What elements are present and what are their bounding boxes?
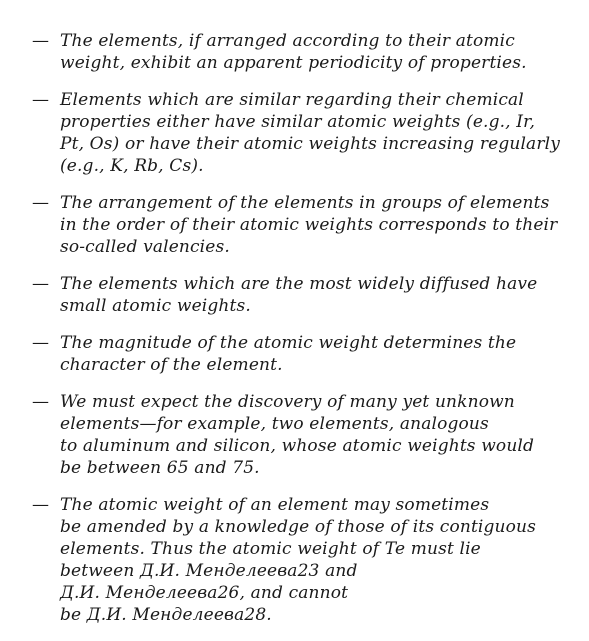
dash-bullet: — (32, 495, 50, 515)
list-item (32, 273, 562, 317)
list-item (32, 391, 562, 479)
list-item (32, 494, 562, 626)
list-item-text: The elements, if arranged according to their atomic weight, exhibit an apparent periodicity of properties. (60, 31, 527, 73)
list-item-text: The magnitude of the atomic weight determines the character of the element. (60, 333, 517, 375)
dash-bullet: — (32, 90, 50, 110)
list-item-text: The elements which are the most widely diffused have small atomic weights. (60, 274, 538, 316)
list-item-text: The arrangement of the elements in groups of elements in the order of their atomic weights corresponds to their so-called valencies. (60, 193, 558, 257)
dash-bullet: — (32, 392, 50, 412)
list-item-text: We must expect the discovery of many yet unknown elements—for example, two elements, analogous to aluminum and silicon, whose atomic weights would be between 65 and 75. (60, 392, 535, 478)
dash-bullet: — (32, 274, 50, 294)
list-item-text: The atomic weight of an element may sometimes be amended by a knowledge of those of its contiguous elements. Thus the atomic weight of Te must lie between Д.И. Менделеева23 and Д.И. Менделеева26, and cannot be Д.И. Менделеева28. (60, 495, 537, 625)
list-item (32, 89, 562, 177)
dash-bullet: — (32, 31, 50, 51)
list-item (32, 30, 562, 74)
list-item-text: Elements which are similar regarding their chemical properties either have similar atomic weights (e.g., Ir, Pt, Os) or have their atomic weights increasing regularly (e.g., K, Rb, Cs). (60, 90, 560, 176)
list-item (32, 192, 562, 258)
dash-bullet: — (32, 193, 50, 213)
periodic-law-list (32, 30, 562, 641)
list-item (32, 332, 562, 376)
dash-bullet: — (32, 333, 50, 353)
